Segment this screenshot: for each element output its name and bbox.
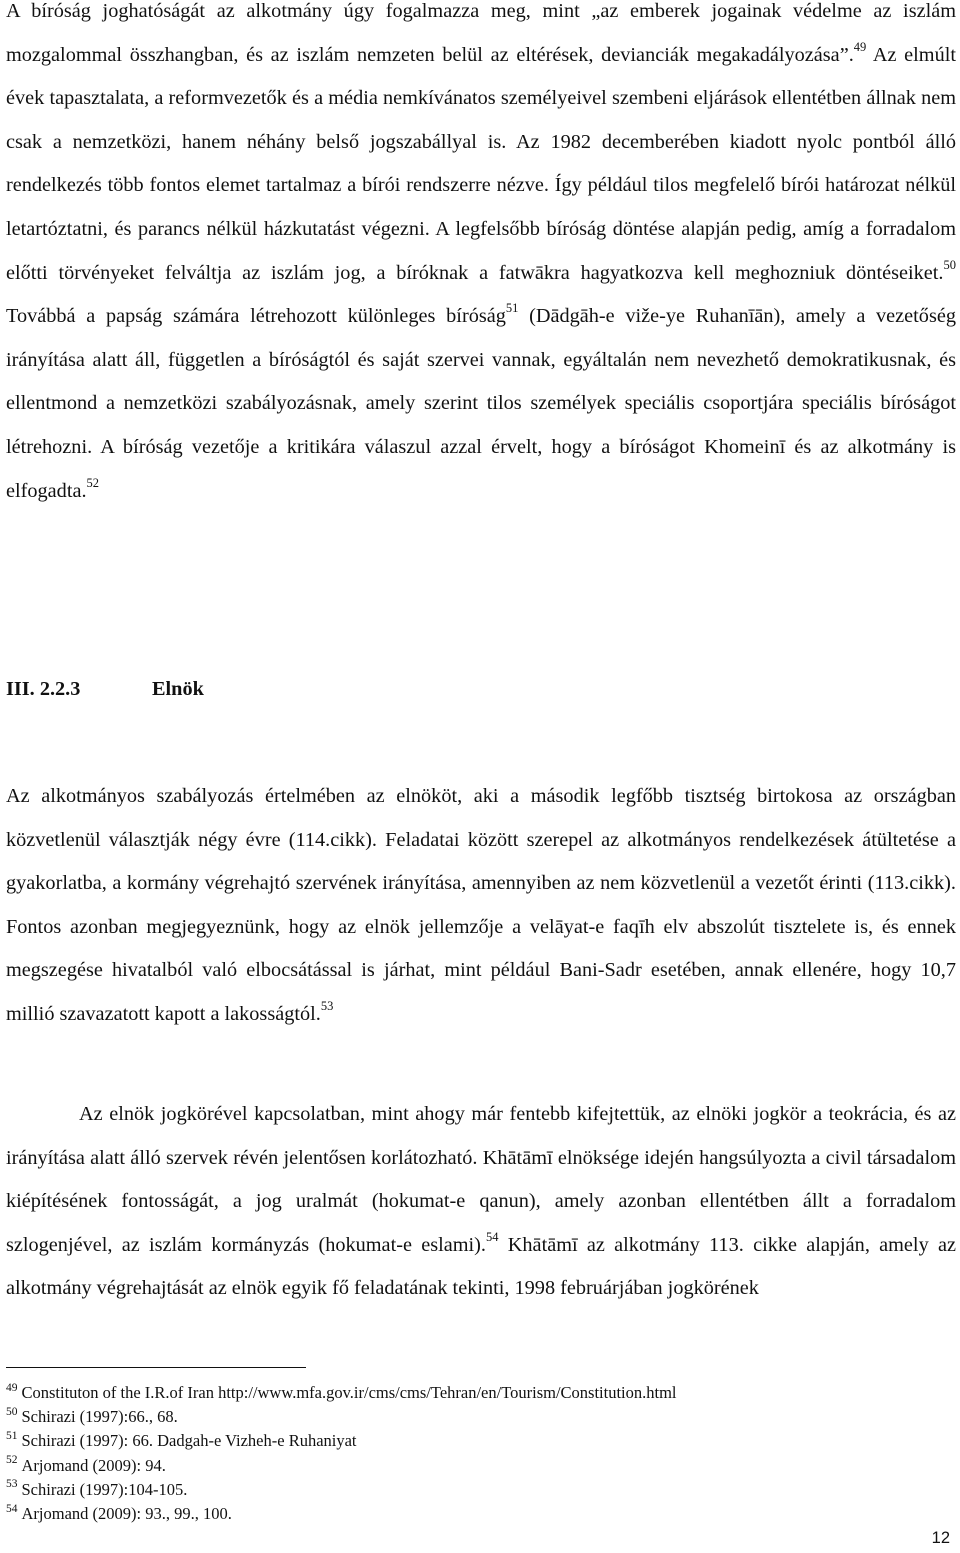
- paragraph-text: Khātāmī az alkotmány 113. cikke alapján, amely az alkotmány végrehajtását az elnök egyik fő feladatának tekinti, 1998 februárjában jogkörének: [6, 1233, 956, 1300]
- footnote-ref-52: 52: [86, 475, 100, 490]
- footnote-text: Constituton of the I.R.of Iran http://www.mfa.gov.ir/cms/cms/Tehran/en/Tourism/Constitution.html: [21, 1383, 677, 1402]
- footnote-ref-54: 54: [486, 1230, 499, 1245]
- footnote-text: Arjomand (2009): 93., 99., 100.: [21, 1504, 232, 1524]
- footnote-list: [6, 1381, 956, 1526]
- paragraph-text: A bíróság joghatóságát az alkotmány úgy fogalmazza meg, mint „az emberek jogainak védelme az iszlám mozgalommal összhangban, és az iszlám nemzeten belül az eltérések, devianciák megakadályozása”.: [6, 0, 956, 66]
- footnote-marker: 53: [6, 1478, 18, 1491]
- footnote-text: Schirazi (1997):66., 68.: [21, 1407, 178, 1427]
- footnote-text: Schirazi (1997):104-105.: [21, 1479, 188, 1499]
- footnote-ref-53: 53: [320, 999, 334, 1014]
- paragraph-text: (Dādgāh-e viže-ye Ruhanīān), amely a vezetőség irányítása alatt áll, független a bíróságtól és saját szervei vannak, egyáltalán nem nevezhető demokratikusnak, és ellentmond a nemzetközi szabályozásnak, amely szerint tilos személyek speciális csoportjára speciális bíróságot létrehozni. A bíróság vezetője a kritikára válaszul azzal érvelt, hogy a bíróságot Khomeinī és az alkotmány is elfogadta.: [6, 305, 956, 502]
- footnote-49: [6, 1381, 956, 1405]
- footnote-marker: 54: [6, 1502, 18, 1515]
- page-number: 12: [931, 1529, 950, 1547]
- footnote-50: [6, 1405, 956, 1429]
- footnote-ref-50: 50: [943, 257, 956, 272]
- footnote-marker: 52: [6, 1454, 18, 1467]
- footnote-52: [6, 1454, 956, 1478]
- paragraph-text: Továbbá a papság számára létrehozott különleges bíróság: [6, 305, 506, 328]
- paragraph-president-powers: [6, 1093, 956, 1311]
- paragraph-president-role: [6, 775, 956, 1037]
- footnote-ref-51: 51: [505, 301, 519, 316]
- paragraph-court-jurisdiction: [6, 0, 956, 513]
- paragraph-text: Az elnök jogkörével kapcsolatban, mint ahogy már fentebb kifejtettük, az elnöki jogkör a teokrácia, és az irányítása alatt álló szervek révén jelentősen korlátozható. Khātāmī elnöksége idején hangsúlyozta a civil társadalom kiépítésének fontosságát, a jog uralmát (hokumat-e qanun), amely azonban ellentétben állt a forradalom szlogenjével, az iszlám kormányzás (hokumat-e eslami).: [6, 1103, 956, 1256]
- footnote-text: Arjomand (2009): 94.: [21, 1455, 166, 1475]
- section-number: III. 2.2.3: [6, 678, 81, 700]
- paragraph-text: Az alkotmányos szabályozás értelmében az elnököt, aki a második legfőbb tisztség birtokosa az országban közvetlenül választják négy évre (114.cikk). Feladatai között szerepel az alkotmányos rendelkezések átültetése a gyakorlatba, a kormány végrehajtó szervének irányítása, amennyiben az nem közvetlenül a vezetőt érinti (113.cikk). Fontos azonban megjegyeznünk, hogy az elnök jellemzője a velāyat-e faqīh elv abszolút tisztelete is, és ennek megszegése hivatalból való elbocsátással is járhat, mint például Bani-Sadr esetében, annak ellenére, hogy 10,7 millió szavazatott kapott a lakosságtól.: [6, 785, 956, 1025]
- footnote-marker: 49: [6, 1381, 18, 1394]
- footnote-53: [6, 1478, 956, 1502]
- paragraph-text: Az elmúlt évek tapasztalata, a reformvezetők és a média nemkívánatos személyeivel szembeni eljárások ellentétben állnak nem csak a nemzetközi, hanem néhány belső jogszabállyal is. Az 1982 decemberében kiadott nyolc pontból álló rendelkezés több fontos elemet tartalmaz a bírói rendszerre nézve. Így például tilos megfelelő bírói határozat nélkül letartóztatni, és parancs nélkül házkutatást végezni. A legfelsőbb bíróság döntése alapján pedig, amíg a forradalom előtti törvényeket felváltja az iszlám jog, a bíróknak a fatwākra hagyatkozva kell meghozniuk döntéseiket.: [6, 43, 956, 284]
- footnote-54: [6, 1502, 956, 1526]
- footnote-51: [6, 1429, 956, 1453]
- footnote-marker: 50: [6, 1405, 18, 1418]
- footnote-separator: [6, 1367, 306, 1368]
- footnote-marker: 51: [6, 1429, 18, 1442]
- section-heading: [6, 676, 204, 702]
- footnote-text: Schirazi (1997): 66. Dadgah-e Vizheh-e Ruhaniyat: [21, 1431, 357, 1451]
- footnote-ref-49: 49: [853, 39, 867, 54]
- section-title: Elnök: [152, 678, 204, 700]
